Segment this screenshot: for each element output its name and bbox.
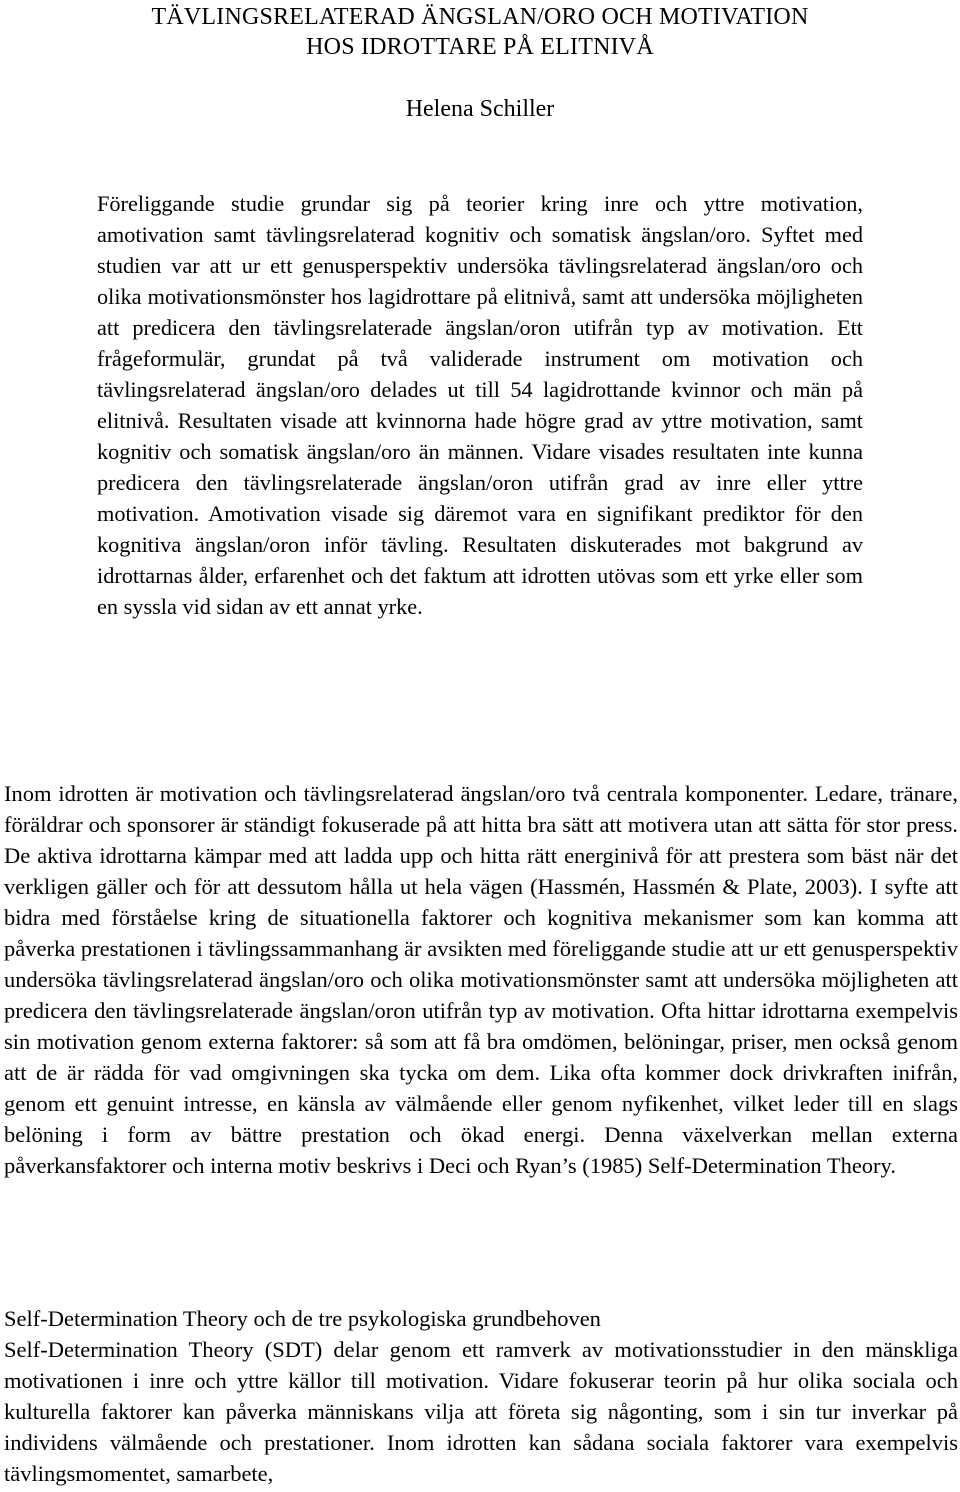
author-name: Helena Schiller [405, 96, 555, 122]
abstract: Föreliggande studie grundar sig på teorier kring inre och yttre motivation, amotivation samt tävlingsrelaterad kognitiv och somatisk ängslan/oro. Syftet med studien var att ur ett genusperspektiv undersöka tävlingsrelaterad ängslan/oro och olika motivationsmönster hos lagidrottare på elitnivå, samt att undersöka möjligheten att predicera den tävlingsrelaterade ängslan/oron utifrån typ av motivation. Ett frågeformulär, grundat på två validerade instrument om motivation och tävlingsrelaterad ängslan/oro delades ut till 54 lagidrottande kvinnor och män på elitnivå. Resultaten visade att kvinnorna hade högre grad av yttre motivation, samt kognitiv och somatisk ängslan/oro än männen. Vidare visades resultaten inte kunna predicera den tävlingsrelaterade ängslan/oron utifrån grad av inre eller yttre motivation. Amotivation visade sig däremot vara en signifikant prediktor för den kognitiva ängslan/oron inför tävling. Resultaten diskuterades mot bakgrund av idrottarnas ålder, erfarenhet och det faktum att idrotten utövas som ett yrke eller som en syssla vid sidan av ett annat yrke. [97, 191, 863, 619]
paper-title-line-2: HOS IDROTTARE PÅ ELITNIVÅ [306, 34, 654, 60]
section-heading: Self-Determination Theory och de tre psykologiska grundbehoven [4, 1306, 601, 1331]
intro-paragraph: Inom idrotten är motivation och tävlingsrelaterad ängslan/oro två centrala komponenter. Ledare, tränare, föräldrar och sponsorer är ständigt fokuserade på att hitta bra sätt att motivera utan att sätta för stor press. De aktiva idrottarna kämpar med att ladda upp och hitta rätt energinivå för att prestera som bäst när det verkligen gäller och för att dessutom hålla ut hela vägen (Hassmén, Hassmén & Plate, 2003). I syfte att bidra med förståelse kring de situationella faktorer och kognitiva mekanismer som kan komma att påverka prestationen i tävlingssammanhang är avsikten med föreliggande studie att ur ett genusperspektiv undersöka tävlingsrelaterad ängslan/oro och olika motivationsmönster samt att undersöka möjligheten att predicera den tävlingsrelaterade ängslan/oron utifrån typ av motivation. Ofta hittar idrottarna exempelvis sin motivation genom externa faktorer: så som att få bra omdömen, belöningar, priser, men också genom att de är rädda för vad omgivningen ska tycka om dem. Lika ofta kommer dock drivkraften inifrån, genom ett genuint intresse, en känsla av välmående eller genom nyfikenhet, vilket leder till en slags belöning i form av bättre prestation och ökad energi. Denna växelverkan mellan externa påverkansfaktorer och interna motiv beskrivs i Deci och Ryan’s (1985) Self-Determination Theory. [4, 781, 958, 1178]
section-paragraph: Self-Determination Theory (SDT) delar genom ett ramverk av motivationsstudier in den mänskliga motivationen i inre och yttre källor till motivation. Vidare fokuserar teorin på hur olika sociala och kulturella faktorer kan påverka människans vilja att företa sig någonting, som i sin tur inverkar på individens välmående och prestationer. Inom idrotten kan sådana sociala faktorer vara exempelvis tävlingsmomentet, samarbete, [4, 1337, 958, 1486]
paper-title [0, 2, 960, 62]
paper-title-line-1: TÄVLINGSRELATERAD ÄNGSLAN/ORO OCH MOTIVATION [151, 4, 809, 30]
